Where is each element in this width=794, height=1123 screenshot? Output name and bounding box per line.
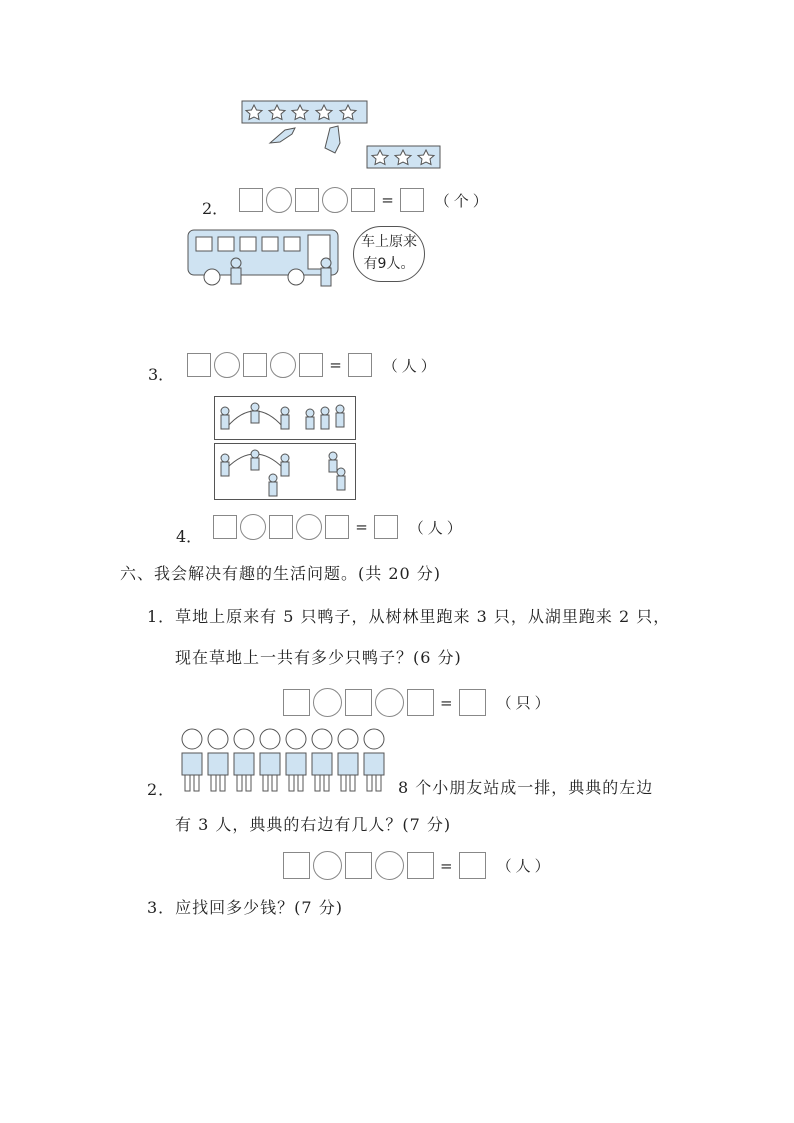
problem3-number: 3． <box>148 364 175 384</box>
operator-circle[interactable] <box>313 851 342 880</box>
jump-rope-picture-bottom <box>214 443 356 500</box>
speech-bubble <box>353 226 425 282</box>
answer-box[interactable] <box>325 515 349 539</box>
answer-box[interactable] <box>239 188 263 212</box>
equals-sign: = <box>440 693 453 712</box>
unit-label: （人） <box>496 857 554 875</box>
answer-box[interactable] <box>351 188 375 212</box>
operator-circle[interactable] <box>375 688 404 717</box>
operator-circle[interactable] <box>214 352 240 378</box>
answer-box[interactable] <box>283 852 310 879</box>
section6-q2-number: 2． <box>147 780 176 799</box>
jump-rope-picture-top <box>214 396 356 440</box>
equals-sign: = <box>440 856 453 875</box>
operator-circle[interactable] <box>322 187 348 213</box>
unit-label: （人） <box>408 518 466 537</box>
operator-circle[interactable] <box>375 851 404 880</box>
result-box[interactable] <box>400 188 424 212</box>
problem4-equation <box>176 514 466 546</box>
speech-line-1: 车上原来 <box>361 234 417 250</box>
answer-box[interactable] <box>407 689 434 716</box>
unit-label: （个） <box>434 191 492 210</box>
answer-box[interactable] <box>295 188 319 212</box>
equals-sign: = <box>381 191 394 209</box>
operator-circle[interactable] <box>240 514 266 540</box>
operator-circle[interactable] <box>296 514 322 540</box>
result-box[interactable] <box>459 852 486 879</box>
section6-q2-line1: 8 个小朋友站成一排，典典的左边 <box>398 778 654 797</box>
operator-circle[interactable] <box>266 187 292 213</box>
result-box[interactable] <box>374 515 398 539</box>
answer-box[interactable] <box>345 689 372 716</box>
section6-q3: 3．应找回多少钱？(7 分) <box>147 898 343 917</box>
section6-q2-line2: 有 3 人，典典的右边有几人？(7 分) <box>175 815 452 834</box>
answer-box[interactable] <box>269 515 293 539</box>
operator-circle[interactable] <box>270 352 296 378</box>
operator-circle[interactable] <box>313 688 342 717</box>
problem3-equation <box>148 352 440 384</box>
problem2-number: 2． <box>202 198 229 218</box>
answer-box[interactable] <box>345 852 372 879</box>
unit-label: （只） <box>496 694 554 712</box>
problem4-number: 4． <box>176 526 203 546</box>
q2-equation <box>283 851 554 880</box>
stars-illustration <box>240 98 445 173</box>
children-row-illustration <box>178 725 393 797</box>
problem2-equation <box>202 187 492 218</box>
result-box[interactable] <box>459 689 486 716</box>
answer-box[interactable] <box>243 353 267 377</box>
answer-box[interactable] <box>187 353 211 377</box>
equals-sign: = <box>329 356 342 374</box>
unit-label: （人） <box>382 356 440 375</box>
answer-box[interactable] <box>299 353 323 377</box>
section6-q1-line2: 现在草地上一共有多少只鸭子？(6 分) <box>175 648 462 667</box>
section6-q1-line1: 1．草地上原来有 5 只鸭子，从树林里跑来 3 只，从湖里跑来 2 只， <box>147 607 671 626</box>
speech-line-2: 有9人。 <box>363 256 415 272</box>
q1-equation <box>283 688 554 717</box>
answer-box[interactable] <box>283 689 310 716</box>
section6-heading: 六、我会解决有趣的生活问题。(共 20 分) <box>120 564 442 583</box>
answer-box[interactable] <box>407 852 434 879</box>
answer-box[interactable] <box>213 515 237 539</box>
result-box[interactable] <box>348 353 372 377</box>
equals-sign: = <box>355 518 368 536</box>
